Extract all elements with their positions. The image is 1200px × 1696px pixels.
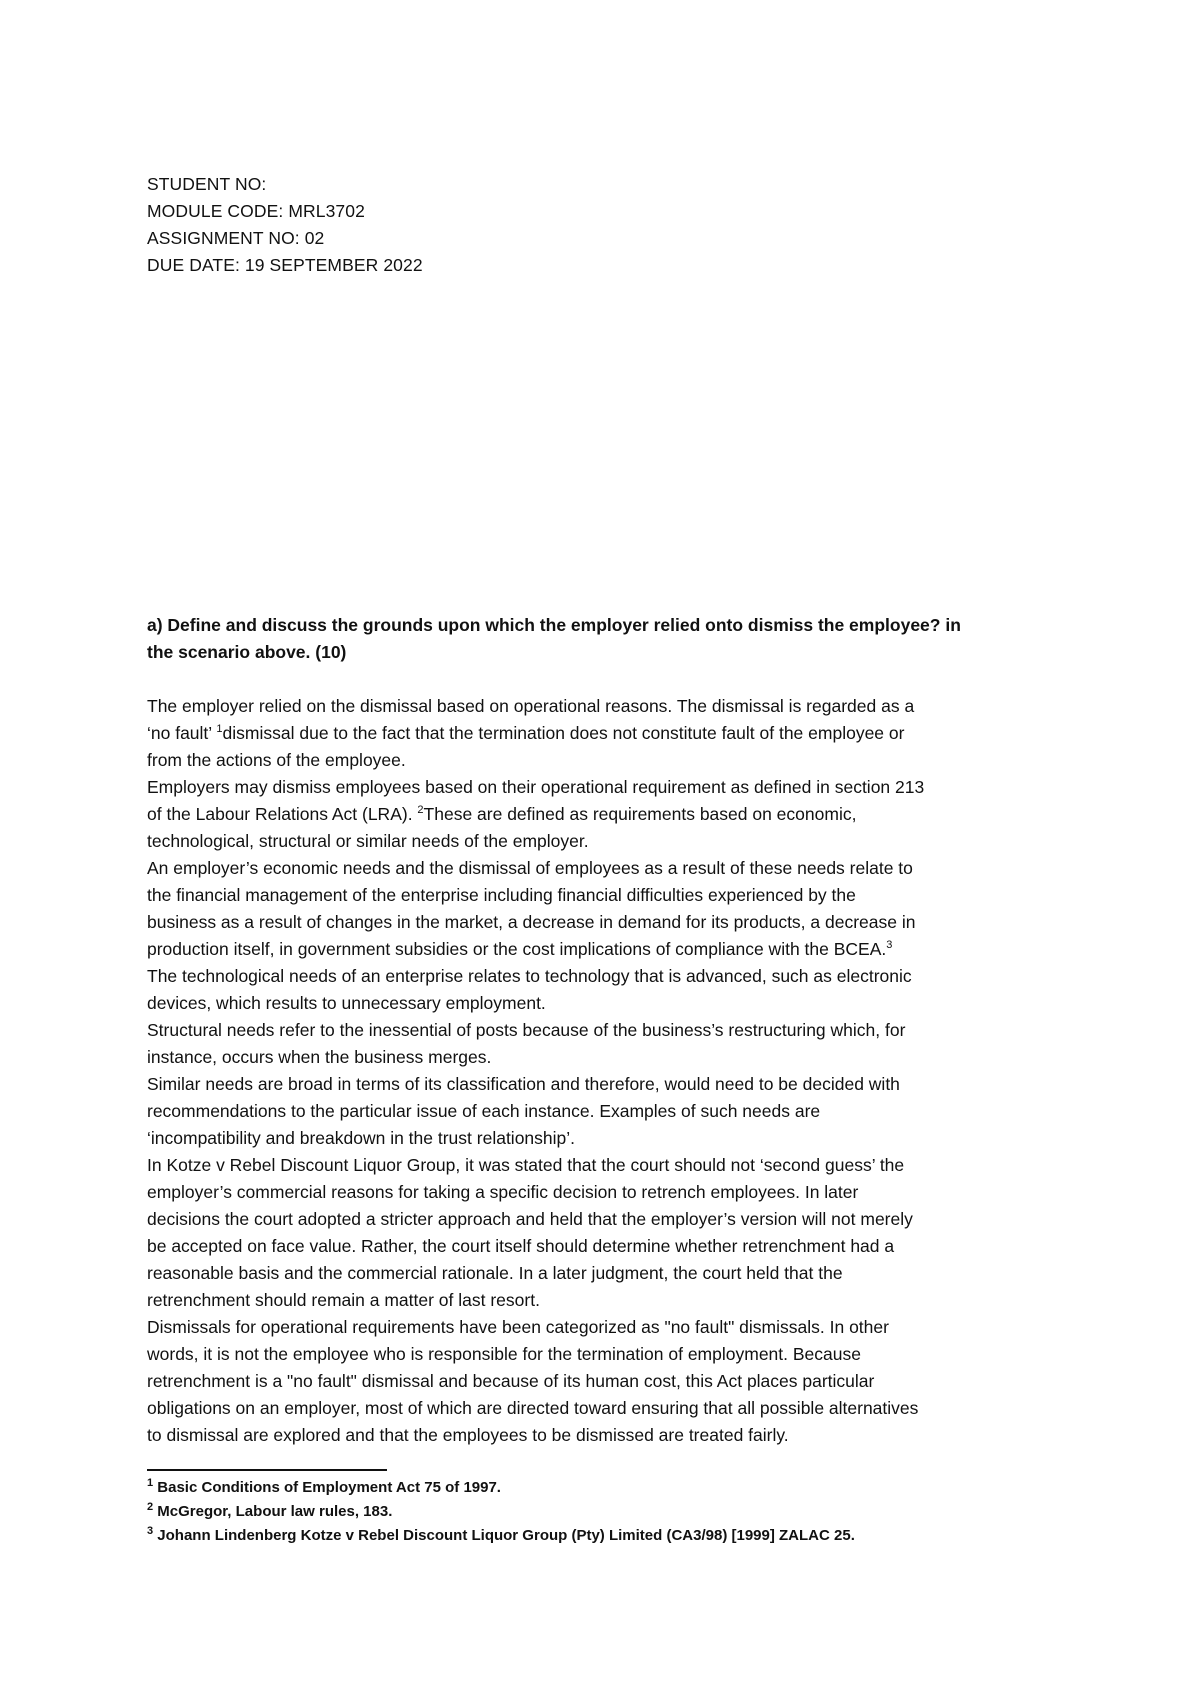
- body-line: Similar needs are broad in terms of its classification and therefore, would need to be decided with: [147, 1074, 900, 1094]
- body-line: Employers may dismiss employees based on their operational requirement as defined in section 213: [147, 777, 925, 797]
- assignment-header: [147, 171, 423, 279]
- footnote-ref[interactable]: 2: [417, 804, 424, 817]
- body-line: retrenchment should remain a matter of last resort.: [147, 1290, 540, 1310]
- footnote-item: [147, 1476, 855, 1500]
- question-line: the scenario above. (10): [147, 642, 347, 662]
- body-line: The technological needs of an enterprise relates to technology that is advanced, such as electronic: [147, 966, 912, 986]
- body-line: ‘incompatibility and breakdown in the trust relationship’.: [147, 1128, 576, 1148]
- footnote-text: McGregor, Labour law rules, 183.: [153, 1503, 393, 1520]
- body-line: instance, occurs when the business merges.: [147, 1047, 492, 1067]
- body-text-span: These are defined as requirements based on economic,: [423, 804, 857, 824]
- body-line: business as a result of changes in the market, a decrease in demand for its products, a decrease in: [147, 912, 916, 932]
- body-text-span: dismissal due to the fact that the termination does not constitute fault of the employee or: [222, 723, 905, 743]
- body-line: employer’s commercial reasons for taking a specific decision to retrench employees. In later: [147, 1182, 859, 1202]
- body-line: Dismissals for operational requirements have been categorized as "no fault" dismissals. In other: [147, 1317, 889, 1337]
- body-line: obligations on an employer, most of which are directed toward ensuring that all possible alternatives: [147, 1398, 919, 1418]
- body-line: to dismissal are explored and that the employees to be dismissed are treated fairly.: [147, 1425, 789, 1445]
- body-text-span: production itself, in government subsidies or the cost implications of compliance with the BCEA.: [147, 939, 887, 959]
- body-line: from the actions of the employee.: [147, 750, 406, 770]
- footnote-number: 1: [147, 1477, 154, 1489]
- body-line: Structural needs refer to the inessential of posts because of the business’s restructuring which, for: [147, 1020, 906, 1040]
- body-line: the financial management of the enterprise including financial difficulties experienced by the: [147, 885, 856, 905]
- body-line: [147, 720, 1067, 747]
- body-text-span: of the Labour Relations Act (LRA).: [147, 804, 418, 824]
- body-line: devices, which results to unnecessary employment.: [147, 993, 546, 1013]
- footnote-ref[interactable]: 1: [216, 723, 223, 736]
- footnote-number: 2: [147, 1501, 154, 1513]
- footnote-item: [147, 1524, 855, 1548]
- body-line: recommendations to the particular issue of each instance. Examples of such needs are: [147, 1101, 821, 1121]
- answer-body: [147, 693, 1067, 1449]
- body-line: In Kotze v Rebel Discount Liquor Group, it was stated that the court should not ‘second guess’ the: [147, 1155, 905, 1175]
- footnote-text: Basic Conditions of Employment Act 75 of 1997.: [153, 1479, 501, 1496]
- footnote-number: 3: [147, 1525, 154, 1537]
- footnote-divider: [147, 1469, 387, 1471]
- body-line: technological, structural or similar needs of the employer.: [147, 831, 589, 851]
- body-line: [147, 936, 1067, 963]
- body-line: reasonable basis and the commercial rationale. In a later judgment, the court held that the: [147, 1263, 843, 1283]
- question-heading: [147, 612, 1087, 666]
- student-no-label: STUDENT NO:: [147, 174, 267, 194]
- body-line: retrenchment is a "no fault" dismissal and because of its human cost, this Act places particular: [147, 1371, 875, 1391]
- body-text-span: ‘no fault’: [147, 723, 217, 743]
- module-code-label: MODULE CODE: MRL3702: [147, 201, 365, 221]
- assignment-no-label: ASSIGNMENT NO: 02: [147, 228, 325, 248]
- footnote-item: [147, 1500, 855, 1524]
- body-line: decisions the court adopted a stricter approach and held that the employer’s version will not merely: [147, 1209, 913, 1229]
- footnote-ref[interactable]: 3: [886, 939, 893, 952]
- footnotes: [147, 1476, 855, 1548]
- body-line: An employer’s economic needs and the dismissal of employees as a result of these needs relate to: [147, 858, 913, 878]
- footnote-text: Johann Lindenberg Kotze v Rebel Discount Liquor Group (Pty) Limited (CA3/98) [1999] ZALAC 25.: [153, 1527, 855, 1544]
- body-line: [147, 801, 1067, 828]
- body-line: be accepted on face value. Rather, the court itself should determine whether retrenchment had a: [147, 1236, 895, 1256]
- body-line: The employer relied on the dismissal based on operational reasons. The dismissal is regarded as a: [147, 696, 915, 716]
- due-date-label: DUE DATE: 19 SEPTEMBER 2022: [147, 255, 423, 275]
- body-line: words, it is not the employee who is responsible for the termination of employment. Because: [147, 1344, 861, 1364]
- question-line: a) Define and discuss the grounds upon which the employer relied onto dismiss the employee? in: [147, 615, 961, 635]
